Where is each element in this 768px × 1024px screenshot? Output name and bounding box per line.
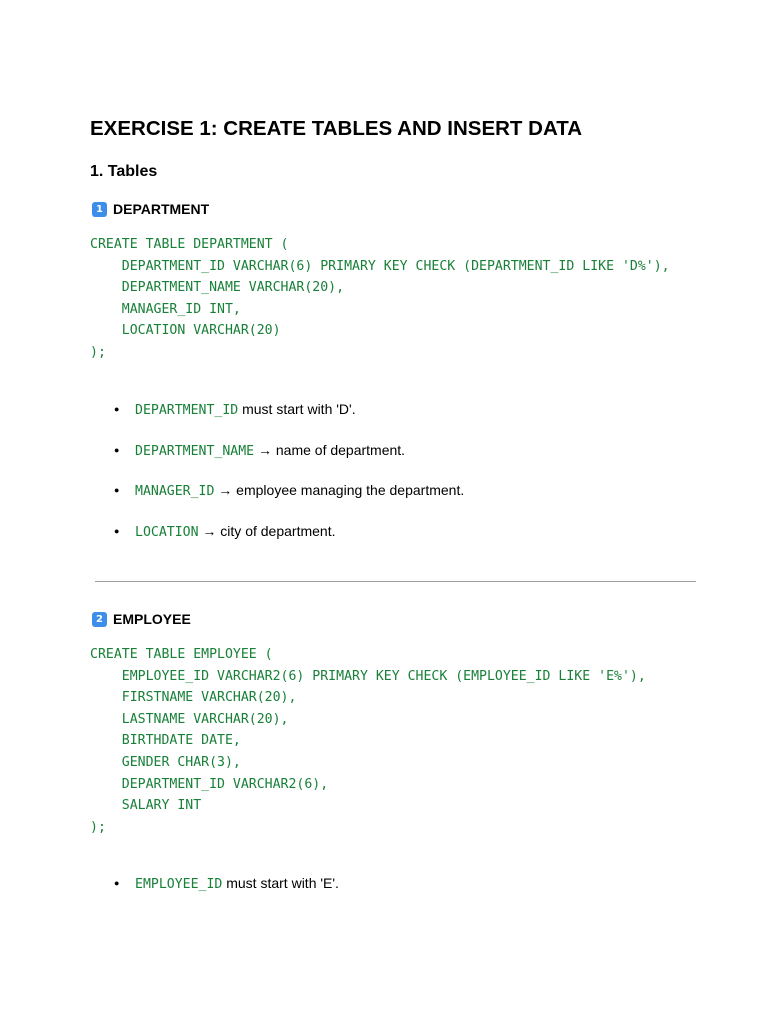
list-item bbox=[90, 441, 710, 482]
number-1-badge-icon: 1 bbox=[92, 202, 107, 217]
department-heading-label: DEPARTMENT bbox=[113, 201, 210, 217]
list-item-code: LOCATION bbox=[135, 524, 199, 540]
list-item-text: must start with 'E'. bbox=[222, 875, 339, 891]
section-divider bbox=[95, 581, 696, 582]
employee-bullet-list bbox=[90, 874, 710, 915]
section-heading: 1. Tables bbox=[90, 163, 158, 180]
list-item bbox=[90, 481, 710, 522]
list-item-code: DEPARTMENT_NAME bbox=[135, 443, 255, 459]
department-heading bbox=[92, 201, 209, 217]
list-item bbox=[90, 400, 710, 441]
list-item bbox=[90, 874, 710, 915]
department-bullet-list bbox=[90, 400, 710, 562]
department-code-block: CREATE TABLE DEPARTMENT ( DEPARTMENT_ID VARCHAR(6) PRIMARY KEY CHECK (DEPARTMENT_ID LIKE 'D%'), DEPARTMENT_NAME VARCHAR(20), MANAGER_ID INT, LOCATION VARCHAR(20) ); bbox=[90, 237, 670, 360]
list-item-code: DEPARTMENT_ID bbox=[135, 403, 239, 418]
page-title: EXERCISE 1: CREATE TABLES AND INSERT DATA bbox=[90, 117, 583, 140]
employee-heading bbox=[92, 611, 191, 627]
list-item bbox=[90, 522, 710, 563]
list-item-text: → city of department. bbox=[198, 522, 336, 539]
list-item-text: → name of department. bbox=[254, 441, 406, 458]
employee-heading-label: EMPLOYEE bbox=[113, 611, 191, 627]
list-item-text: must start with 'D'. bbox=[238, 401, 356, 417]
employee-code-block: CREATE TABLE EMPLOYEE ( EMPLOYEE_ID VARCHAR2(6) PRIMARY KEY CHECK (EMPLOYEE_ID LIKE 'E%'), FIRSTNAME VARCHAR(20), LASTNAME VARCHAR(20), BIRTHDATE DATE, GENDER CHAR(3), DEPARTMENT_ID VARCHAR2(6), SALARY INT ); bbox=[90, 647, 646, 835]
list-item-text: → employee managing the department. bbox=[214, 482, 465, 498]
list-item-code: MANAGER_ID bbox=[135, 484, 215, 499]
number-2-badge-icon: 2 bbox=[92, 612, 107, 627]
list-item-code: EMPLOYEE_ID bbox=[135, 877, 223, 892]
